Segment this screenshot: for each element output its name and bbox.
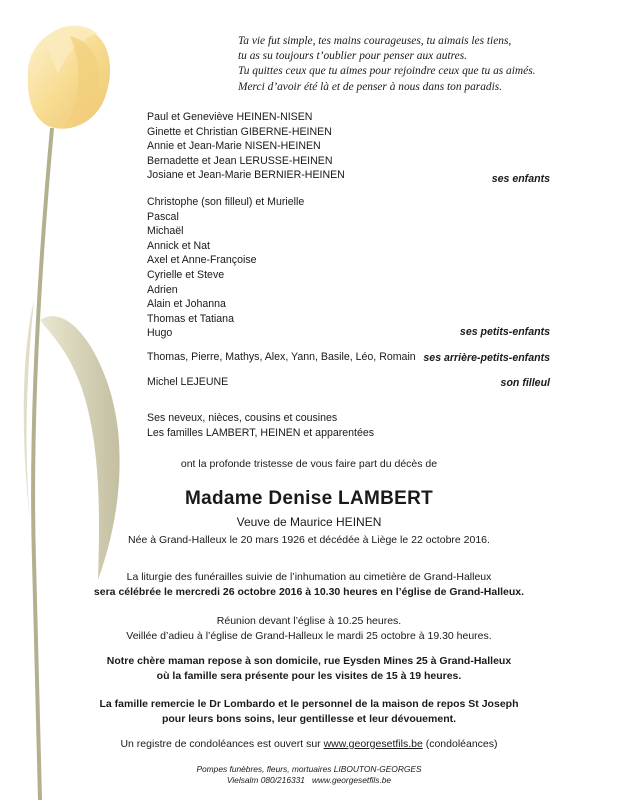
children-role: ses enfants [491, 173, 550, 185]
footer-phone: Vielsalm 080/216331 [226, 775, 305, 785]
home-line-2: où la famille sera présente pour les visites de 15 à 19 heures. [156, 670, 462, 682]
thanks-line-2: pour leurs bons soins, leur gentillesse et leur dévouement. [161, 713, 457, 725]
footer-contact [0, 775, 618, 786]
grandchild-name: Michaël [147, 225, 184, 238]
great-grandchildren-names: Thomas, Pierre, Mathys, Alex, Yann, Basile, Léo, Romain [147, 351, 416, 363]
child-name: Ginette et Christian GIBERNE-HEINEN [147, 125, 332, 138]
funeral-line-2: sera célébrée le mercredi 26 octobre 2016 à 10.30 heures en l’église de Grand-Halleux. [93, 586, 525, 598]
child-name: Bernadette et Jean LERUSSE-HEINEN [147, 154, 333, 167]
footer-company: Pompes funèbres, fleurs, mortuaires LIBOUTON-GEORGES [196, 764, 422, 774]
meeting-line-2: Veillée d’adieu à l’église de Grand-Halleux le mardi 25 octobre à 19.30 heures. [126, 630, 492, 642]
godson-name: Michel LEJEUNE [147, 376, 229, 388]
grandchild-name: Thomas et Tatiana [147, 312, 234, 325]
grandchild-name: Cyrielle et Steve [147, 268, 225, 281]
grandchild-name: Christophe (son filleul) et Murielle [147, 196, 305, 208]
grandchild-name: Alain et Johanna [147, 298, 226, 311]
register-suffix: (condoléances) [422, 738, 498, 750]
grandchild-name: Adrien [147, 283, 178, 296]
child-name: Annie et Jean-Marie NISEN-HEINEN [147, 140, 321, 153]
relatives-line: Les familles LAMBERT, HEINEN et apparentées [147, 426, 375, 439]
poem-line: Ta vie fut simple, tes mains courageuses, tu aimais les tiens, [238, 35, 512, 47]
grandchild-name: Pascal [147, 210, 179, 223]
poem-line: Tu quittes ceux que tu aimes pour rejoindre ceux que tu as aimés. [238, 65, 536, 78]
godson-role: son filleul [500, 377, 550, 389]
birth-death-dates: Née à Grand-Halleux le 20 mars 1926 et décédée à Liège le 22 octobre 2016. [128, 534, 490, 546]
great-grandchildren-role: ses arrière-petits-enfants [423, 352, 550, 364]
meeting-line-1: Réunion devant l’église à 10.25 heures. [216, 615, 402, 627]
home-line-1: Notre chère maman repose à son domicile, rue Eysden Mines 25 à Grand-Halleux [106, 655, 512, 667]
poem-line: tu as su toujours t’oublier pour penser aux autres. [238, 50, 467, 63]
widow-of: Veuve de Maurice HEINEN [236, 515, 382, 529]
deceased-name: Madame Denise LAMBERT [184, 488, 434, 509]
child-name: Josiane et Jean-Marie BERNIER-HEINEN [147, 169, 345, 182]
register-prefix: Un registre de condoléances est ouvert sur [120, 738, 324, 750]
footer [0, 764, 618, 786]
funeral-line-1: La liturgie des funérailles suivie de l’inhumation au cimetière de Grand-Halleux [126, 571, 492, 583]
grandchild-name: Annick et Nat [147, 239, 211, 252]
grandchildren-list [147, 195, 304, 341]
grandchild-name: Axel et Anne-Françoise [147, 254, 257, 267]
poem-line: Merci d’avoir été là et de penser à nous dans ton paradis. [238, 80, 503, 93]
grandchild-name: Hugo [147, 327, 173, 340]
poem [238, 34, 535, 95]
thanks-line-1: La famille remercie le Dr Lombardo et le personnel de la maison de repos St Joseph [99, 698, 519, 710]
child-name: Paul et Geneviève HEINEN-NISEN [147, 111, 313, 123]
register-link[interactable]: www.georgesetfils.be [323, 738, 423, 750]
relatives-line: Ses neveux, nièces, cousins et cousines [147, 412, 338, 424]
children-list [147, 110, 345, 183]
announcement: ont la profonde tristesse de vous faire part du décès de [180, 458, 438, 470]
relatives-list [147, 411, 374, 440]
grandchildren-role: ses petits-enfants [459, 326, 550, 338]
footer-web: www.georgesetfils.be [311, 775, 392, 785]
register-line [0, 737, 618, 752]
